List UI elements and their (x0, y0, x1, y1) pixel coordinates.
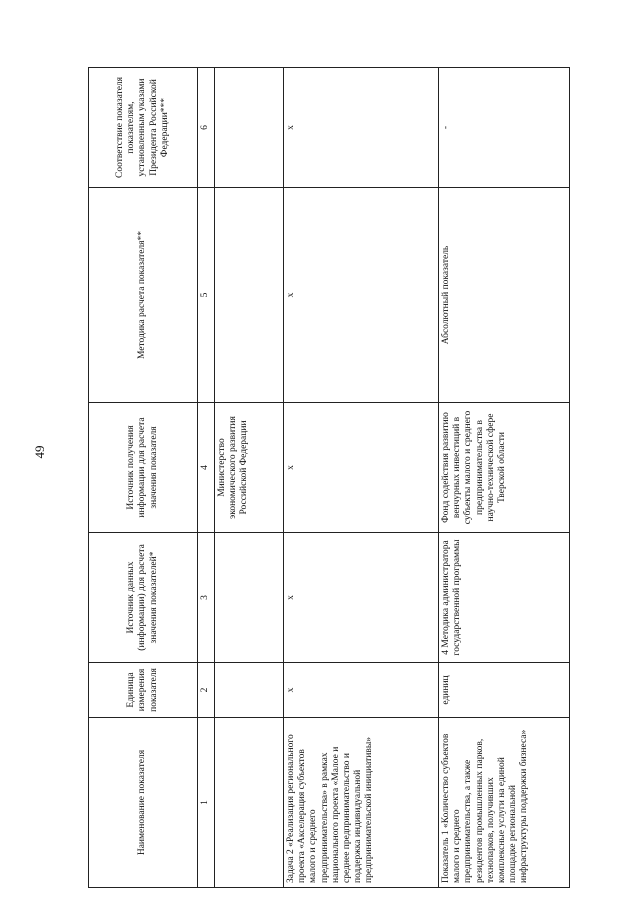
table-cell: х (284, 403, 439, 533)
rotated-table-block (88, 68, 588, 888)
header-cell: Единица измерения показателя (89, 663, 198, 718)
table-cell: единиц (439, 663, 570, 718)
table-cell: Абсолютный показатель (439, 188, 570, 403)
column-number-row (198, 68, 215, 888)
header-cell: Соответствие показателя показателям, установленным указами Президента Российской Федерации*** (89, 68, 198, 188)
table-cell (215, 68, 284, 188)
table-cell: - (439, 68, 570, 188)
column-number: 4 (198, 403, 215, 533)
table-cell: Министерство экономического развития Российской Федерации (215, 403, 284, 533)
header-cell: Источник данных (информации) для расчета значения показателей* (89, 533, 198, 663)
table-cell: х (284, 533, 439, 663)
column-number: 3 (198, 533, 215, 663)
header-cell: Источник получения информации для расчета значения показателя (89, 403, 198, 533)
table-row (284, 68, 439, 888)
column-number: 1 (198, 718, 215, 888)
table-cell (215, 663, 284, 718)
header-row (89, 68, 198, 888)
table-cell: Фонд содействия развитию венчурных инвестиций в субъекты малого и среднего предпринимательства в научно-технической сфере Тверской области (439, 403, 570, 533)
column-number: 2 (198, 663, 215, 718)
table-cell: х (284, 663, 439, 718)
column-number: 6 (198, 68, 215, 188)
table-cell (215, 188, 284, 403)
indicator-table (88, 67, 570, 888)
header-cell: Наименование показателя (89, 718, 198, 888)
column-number: 5 (198, 188, 215, 403)
table-cell (215, 533, 284, 663)
header-cell: Методика расчета показателя** (89, 188, 198, 403)
table-cell: Задача 2 «Реализация регионального проекта «Акселерация субъектов малого и среднего предпринимательства» в рамках национального проекта «Малое и среднее предпринимательство и поддержка индивидуальной предпринимательской инициативы» (284, 718, 439, 888)
table-cell: х (284, 68, 439, 188)
table-row (439, 68, 570, 888)
table-cell: Показатель 1 «Количество субъектов малого и среднего предпринимательства, а также резидентов промышленных парков, технопарков, получивших комплексные услуги на единой площадке региональной инфраструктуры поддержки бизнеса» (439, 718, 570, 888)
table-cell: 4 Методика администратора государственной программы (439, 533, 570, 663)
page-number: 49 (32, 445, 47, 459)
table-cell (215, 718, 284, 888)
table-row (215, 68, 284, 888)
table-cell: х (284, 188, 439, 403)
